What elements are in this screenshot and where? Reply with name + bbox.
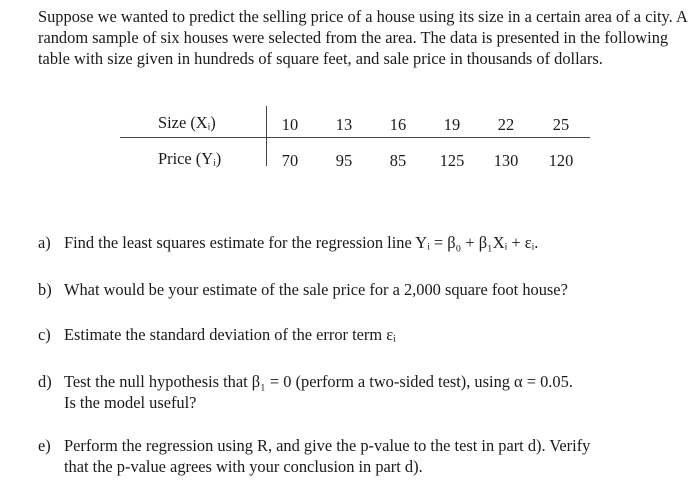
size-cell: 10 [281, 115, 299, 134]
size-cell: 22 [497, 115, 515, 134]
question-b [38, 279, 688, 300]
price-cell: 125 [439, 151, 465, 170]
size-cell: 16 [389, 115, 407, 134]
question-e-line1: Perform the regression using R, and give the p-value to the test in part d). Verify [64, 436, 591, 455]
price-cell: 85 [389, 151, 407, 170]
price-row-label: Price (Yᵢ) [158, 149, 222, 168]
question-a-label: a) [38, 233, 51, 252]
size-cell: 19 [443, 115, 461, 134]
data-table [120, 106, 590, 172]
size-cell: 25 [552, 115, 570, 134]
question-d [38, 371, 688, 413]
price-cell: 70 [281, 151, 299, 170]
question-a-text: Find the least squares estimate for the regression line Yᵢ = β₀ + β₁Xᵢ + εᵢ. [64, 233, 539, 252]
size-cell: 13 [335, 115, 353, 134]
question-c [38, 324, 688, 345]
question-c-label: c) [38, 325, 51, 344]
price-cell: 130 [493, 151, 519, 170]
question-b-text: What would be your estimate of the sale price for a 2,000 square foot house? [64, 280, 568, 299]
question-d-line2: Is the model useful? [64, 393, 197, 412]
question-e-line2: that the p-value agrees with your conclusion in part d). [64, 457, 423, 476]
question-e-label: e) [38, 436, 51, 455]
question-d-line1: Test the null hypothesis that β₁ = 0 (perform a two-sided test), using α = 0.05. [64, 372, 573, 391]
question-d-label: d) [38, 372, 52, 391]
question-b-label: b) [38, 280, 52, 299]
question-e [38, 435, 688, 477]
question-a [38, 232, 688, 253]
problem-intro: Suppose we wanted to predict the selling price of a house using its size in a certain area of a city. A random sample of six houses were selected from the area. The data is presented in the following table with size given in hundreds of square feet, and sale price in thousands of dollars. [38, 7, 687, 68]
question-c-text: Estimate the standard deviation of the error term εᵢ [64, 325, 396, 344]
price-cell: 95 [335, 151, 353, 170]
size-row-label: Size (Xᵢ) [158, 113, 216, 132]
table-divider-horizontal [120, 137, 590, 138]
price-cell: 120 [548, 151, 574, 170]
